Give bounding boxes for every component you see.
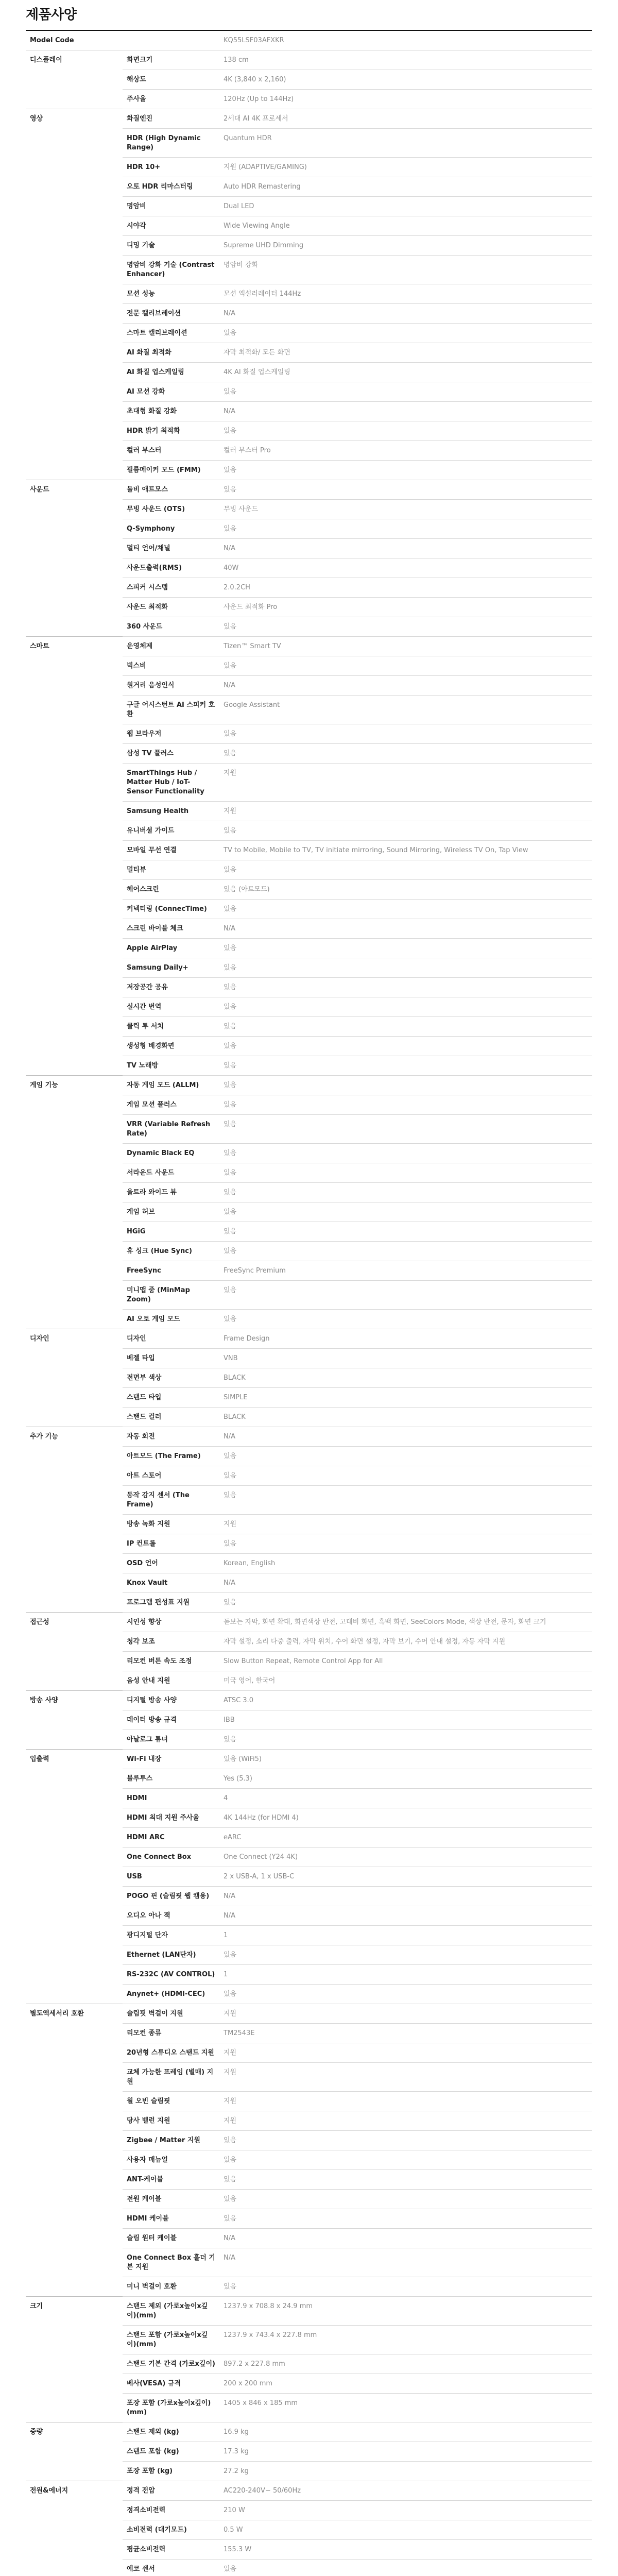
spec-item-value: 4K AI 화질 업스케일링 [219, 363, 592, 382]
spec-item-label: 슬림 원터 케이블 [123, 2229, 219, 2248]
spec-item-label: Samsung Health [123, 802, 219, 821]
spec-item-value: N/A [219, 676, 592, 696]
spec-item-value: 있음 [219, 1447, 592, 1466]
spec-item-value: N/A [219, 1887, 592, 1906]
page-title: 제품사양 [26, 7, 77, 23]
spec-item-value: VNB [219, 1349, 592, 1368]
spec-item-label: POGO 핀 (슬림핏 웹 캠용) [123, 1887, 219, 1906]
spec-item-value: 155.3 W [219, 2540, 592, 2560]
spec-category: 전원&에너지 [26, 2481, 123, 2576]
spec-item-label: One Connect Box [123, 1848, 219, 1867]
spec-item-value: 있음 [219, 461, 592, 480]
spec-row [26, 1613, 592, 1632]
spec-item-value: 있음 [219, 1163, 592, 1183]
spec-row [26, 1750, 592, 1769]
spec-item-label: Samsung Daily+ [123, 958, 219, 978]
spec-item-label: 자동 회전 [123, 1427, 219, 1447]
spec-item-value: 138 cm [219, 50, 592, 70]
spec-item-label: 미니 벽걸이 호환 [123, 2277, 219, 2297]
spec-item-value: 있음 [219, 1945, 592, 1965]
spec-item-value: 컬러 부스터 Pro [219, 441, 592, 461]
spec-row [26, 1329, 592, 1349]
spec-item-label: 리모컨 종류 [123, 2024, 219, 2043]
spec-category: 크기 [26, 2297, 123, 2422]
spec-item-value: eARC [219, 1828, 592, 1848]
spec-item-label: IP 컨트롤 [123, 1534, 219, 1554]
spec-item-value: 0.5 W [219, 2520, 592, 2540]
spec-item-label: 소비전력 (대기모드) [123, 2520, 219, 2540]
spec-item-value: Auto HDR Remastering [219, 177, 592, 197]
spec-item-label: 클릭 투 서치 [123, 1017, 219, 1037]
spec-category: 사운드 [26, 480, 123, 637]
spec-item-label: 게임 모션 플러스 [123, 1095, 219, 1115]
spec-item-value: Google Assistant [219, 696, 592, 724]
spec-item-label: Dynamic Black EQ [123, 1144, 219, 1163]
spec-item-label: USB [123, 1867, 219, 1887]
spec-row [26, 50, 592, 70]
spec-item-label: 동작 감지 센서 (The Frame) [123, 1486, 219, 1515]
spec-category: 영상 [26, 109, 123, 480]
spec-item-value: 17.3 kg [219, 2442, 592, 2462]
spec-category: 게임 기능 [26, 1076, 123, 1329]
spec-row [26, 2004, 592, 2024]
spec-item-value: 지원 [219, 2063, 592, 2092]
spec-item-value: 있음 [219, 1037, 592, 1056]
spec-item-label: 화질엔진 [123, 109, 219, 129]
spec-item-value: 있음 [219, 1593, 592, 1613]
spec-row [26, 2481, 592, 2501]
spec-item-label: 디자인 [123, 1329, 219, 1349]
spec-item-label: Wi-Fi 내장 [123, 1750, 219, 1769]
spec-item-value: 있음 [219, 2150, 592, 2170]
spec-item-value: AC220-240V~ 50/60Hz [219, 2481, 592, 2501]
spec-item-label: 미니맵 줌 (MinMap Zoom) [123, 1281, 219, 1310]
spec-item-label: Anynet+ (HDMI-CEC) [123, 1985, 219, 2004]
spec-item-value: 있음 [219, 821, 592, 841]
spec-item-label: 헤어스크린 [123, 880, 219, 900]
spec-item-value: 있음 [219, 2170, 592, 2190]
spec-item-label: RS-232C (AV CONTROL) [123, 1965, 219, 1985]
spec-item-value: 2세대 AI 4K 프로세서 [219, 109, 592, 129]
spec-item-value: One Connect (Y24 4K) [219, 1848, 592, 1867]
spec-item-value: 무빙 사운드 [219, 500, 592, 519]
spec-item-value: 16.9 kg [219, 2422, 592, 2442]
spec-item-label: 시야각 [123, 216, 219, 236]
spec-item-value: Korean, English [219, 1554, 592, 1573]
spec-item-value: 210 W [219, 2501, 592, 2520]
spec-item-label: 아트 스토어 [123, 1466, 219, 1486]
spec-item-value: 있음 [219, 1076, 592, 1095]
spec-item-value: IBB [219, 1710, 592, 1730]
spec-item-value: BLACK [219, 1408, 592, 1427]
spec-row [26, 2297, 592, 2326]
spec-item-label: 평균소비전력 [123, 2540, 219, 2560]
spec-item-value: 지원 [219, 1515, 592, 1534]
spec-category: 스마트 [26, 637, 123, 1076]
spec-item-value: 사운드 최적화 Pro [219, 598, 592, 617]
spec-item-label: 베젤 타입 [123, 1349, 219, 1368]
spec-item-label: 서라운드 사운드 [123, 1163, 219, 1183]
spec-item-value: 있음 [219, 1281, 592, 1310]
spec-item-label: 아트모드 (The Frame) [123, 1447, 219, 1466]
spec-item-value: 있음 [219, 1144, 592, 1163]
spec-item-value: 있음 [219, 324, 592, 343]
spec-item-value: 모션 엑설러레이터 144Hz [219, 284, 592, 304]
spec-item-value: 40W [219, 558, 592, 578]
spec-item-label: 스탠드 제외 (kg) [123, 2422, 219, 2442]
spec-item-label: TV 노래방 [123, 1056, 219, 1076]
spec-item-value: 명암비 강화 [219, 256, 592, 284]
spec-item-value: 지원 [219, 2043, 592, 2063]
spec-item-value: 있음 [219, 997, 592, 1017]
spec-item-value: 있음 [219, 2190, 592, 2209]
spec-item-value: N/A [219, 1573, 592, 1593]
spec-item-label: 스탠드 포함 (가로x높이x깊이)(mm) [123, 2326, 219, 2354]
spec-item-label: 원거리 음성인식 [123, 676, 219, 696]
spec-item-value: ATSC 3.0 [219, 1691, 592, 1710]
spec-item-value: N/A [219, 402, 592, 421]
spec-item-label: 광디지털 단자 [123, 1926, 219, 1945]
spec-item-value: 있음 [219, 1056, 592, 1076]
spec-item-value: N/A [219, 304, 592, 324]
spec-item-value: Dual LED [219, 197, 592, 216]
spec-item-value: BLACK [219, 1368, 592, 1388]
spec-item-value: 있음 [219, 1985, 592, 2004]
spec-item-value: 있음 [219, 744, 592, 764]
spec-item-label: AI 화질 최적화 [123, 343, 219, 363]
spec-item-label: 디지털 방송 사양 [123, 1691, 219, 1710]
spec-item-value: 있음 (아트모드) [219, 880, 592, 900]
spec-item-label: 스마트 캘리브레이션 [123, 324, 219, 343]
spec-item-label: AI 화질 업스케일링 [123, 363, 219, 382]
spec-item-label: 주사율 [123, 90, 219, 109]
spec-item-label: 멀티 언어/채널 [123, 539, 219, 558]
spec-item-value: 지원 (ADAPTIVE/GAMING) [219, 158, 592, 177]
spec-item-value: 있음 (WiFi5) [219, 1750, 592, 1769]
spec-item-label: 음성 안내 지원 [123, 1671, 219, 1691]
spec-item-label: 휴 싱크 (Hue Sync) [123, 1242, 219, 1261]
spec-item-value: N/A [219, 2229, 592, 2248]
spec-item-label: AI 오토 게임 모드 [123, 1310, 219, 1329]
spec-item-label: 웹 브라우저 [123, 724, 219, 744]
spec-item-label: 포장 포함 (kg) [123, 2462, 219, 2481]
spec-item-value: 4 [219, 1789, 592, 1808]
spec-item-value: 있음 [219, 1486, 592, 1515]
spec-item-label: HDMI 최대 지원 주사율 [123, 1808, 219, 1828]
spec-item-label: 전면부 색상 [123, 1368, 219, 1388]
model-code-row [26, 31, 592, 50]
spec-item-label: 리모컨 버튼 속도 조정 [123, 1652, 219, 1671]
spec-item-label: 베사(VESA) 규격 [123, 2374, 219, 2394]
spec-item-label: 울트라 와이드 뷰 [123, 1183, 219, 1202]
spec-row [26, 2422, 592, 2442]
spec-item-label: 필름메이커 모드 (FMM) [123, 461, 219, 480]
spec-category: 별도액세서리 호환 [26, 2004, 123, 2297]
spec-item-label: HDMI [123, 1789, 219, 1808]
spec-item-value: Yes (5.3) [219, 1769, 592, 1789]
spec-item-label: 오디오 아나 잭 [123, 1906, 219, 1926]
spec-item-value: FreeSync Premium [219, 1261, 592, 1281]
spec-item-label: VRR (Variable Refresh Rate) [123, 1115, 219, 1144]
spec-item-label: 운영체제 [123, 637, 219, 656]
spec-row [26, 1076, 592, 1095]
spec-row [26, 109, 592, 129]
spec-item-label: 에코 센서 [123, 2560, 219, 2576]
spec-item-value: 있음 [219, 1466, 592, 1486]
spec-item-label: 유니버셜 가이드 [123, 821, 219, 841]
spec-item-value: 4K 144Hz (for HDMI 4) [219, 1808, 592, 1828]
spec-item-label: 시인성 향상 [123, 1613, 219, 1632]
spec-item-value: 있음 [219, 617, 592, 637]
spec-item-value: 4K (3,840 x 2,160) [219, 70, 592, 90]
spec-item-label: 전원 케이블 [123, 2190, 219, 2209]
spec-item-value: 897.2 x 227.8 mm [219, 2354, 592, 2374]
spec-item-value: N/A [219, 919, 592, 939]
spec-item-value: 있음 [219, 1730, 592, 1750]
spec-table [26, 31, 592, 2576]
spec-item-label: HDR 10+ [123, 158, 219, 177]
spec-item-value: 있음 [219, 900, 592, 919]
spec-item-label: Zigbee / Matter 지원 [123, 2131, 219, 2150]
spec-item-value: 자막 설정, 소리 다중 출력, 자막 위치, 수어 화면 설정, 자막 보기, 수어 안내 설정, 자동 자막 지원 [219, 1632, 592, 1652]
spec-item-label: 프로그램 편성표 지원 [123, 1593, 219, 1613]
spec-item-label: 명암비 강화 기술 (Contrast Enhancer) [123, 256, 219, 284]
spec-item-value: 있음 [219, 2277, 592, 2297]
spec-item-label: 데이터 방송 규격 [123, 1710, 219, 1730]
spec-category: 추가 기능 [26, 1427, 123, 1613]
spec-item-label: Apple AirPlay [123, 939, 219, 958]
spec-category: 접근성 [26, 1613, 123, 1691]
spec-item-label: 스탠드 제외 (가로x높이x깊이)(mm) [123, 2297, 219, 2326]
spec-item-label: 빅스비 [123, 656, 219, 676]
spec-item-value: TM2543E [219, 2024, 592, 2043]
spec-item-value: Wide Viewing Angle [219, 216, 592, 236]
spec-item-label: 사운드출력(RMS) [123, 558, 219, 578]
spec-item-label: One Connect Box 홀더 기본 지원 [123, 2248, 219, 2277]
spec-item-label: 사운드 최적화 [123, 598, 219, 617]
spec-item-value: 2.0.2CH [219, 578, 592, 598]
spec-item-label: 디밍 기술 [123, 236, 219, 256]
spec-item-label: Q-Symphony [123, 519, 219, 539]
spec-item-label: 스크린 바이블 체크 [123, 919, 219, 939]
spec-item-value: Slow Button Repeat, Remote Control App for All [219, 1652, 592, 1671]
spec-item-label: 정격소비전력 [123, 2501, 219, 2520]
spec-item-value: 있음 [219, 1202, 592, 1222]
spec-item-label: 구글 어시스턴트 AI 스피커 호환 [123, 696, 219, 724]
spec-item-label: 해상도 [123, 70, 219, 90]
spec-item-label: 실시간 번역 [123, 997, 219, 1017]
spec-item-label: 블루투스 [123, 1769, 219, 1789]
spec-item-value: 1405 x 846 x 185 mm [219, 2394, 592, 2422]
spec-item-label: 명암비 [123, 197, 219, 216]
spec-item-label: 멀티뷰 [123, 860, 219, 880]
spec-item-value: Supreme UHD Dimming [219, 236, 592, 256]
spec-item-label: HDR (High Dynamic Range) [123, 129, 219, 158]
spec-item-label: 자동 게임 모드 (ALLM) [123, 1076, 219, 1095]
spec-item-label: HGiG [123, 1222, 219, 1242]
spec-item-value: 지원 [219, 2092, 592, 2111]
spec-item-value: 있음 [219, 2209, 592, 2229]
spec-item-label: 교체 가능한 프레임 (별매) 지원 [123, 2063, 219, 2092]
spec-item-value: Frame Design [219, 1329, 592, 1349]
spec-item-label: 모션 성능 [123, 284, 219, 304]
spec-item-value: 있음 [219, 382, 592, 402]
spec-item-value: N/A [219, 1427, 592, 1447]
spec-item-label: OSD 언어 [123, 1554, 219, 1573]
spec-item-label: HDR 밝기 최적화 [123, 421, 219, 441]
spec-item-label: 20년형 스튜디오 스탠드 지원 [123, 2043, 219, 2063]
spec-item-value: 있음 [219, 958, 592, 978]
spec-item-value: 1237.9 x 708.8 x 24.9 mm [219, 2297, 592, 2326]
spec-item-value: 있음 [219, 1222, 592, 1242]
spec-item-label: 모바일 무선 연결 [123, 841, 219, 860]
spec-item-value: 120Hz (Up to 144Hz) [219, 90, 592, 109]
spec-item-label: 슬림핏 벽걸이 지원 [123, 2004, 219, 2024]
spec-item-value: N/A [219, 539, 592, 558]
spec-item-value: 27.2 kg [219, 2462, 592, 2481]
spec-item-value: 지원 [219, 2004, 592, 2024]
spec-category: 디자인 [26, 1329, 123, 1427]
spec-item-value: N/A [219, 2248, 592, 2277]
model-code-value: KQ55LSF03AFXKR [219, 31, 592, 50]
spec-item-value: 1237.9 x 743.4 x 227.8 mm [219, 2326, 592, 2354]
spec-item-value: 미국 영어, 한국어 [219, 1671, 592, 1691]
spec-item-value: 있음 [219, 724, 592, 744]
spec-item-value: 있음 [219, 1534, 592, 1554]
spec-item-label: 360 사운드 [123, 617, 219, 637]
spec-row [26, 1427, 592, 1447]
spec-item-label: HDMI 케이블 [123, 2209, 219, 2229]
spec-item-label: 생성형 배경화면 [123, 1037, 219, 1056]
spec-item-value: 있음 [219, 1183, 592, 1202]
spec-item-value: TV to Mobile, Mobile to TV, TV initiate mirroring, Sound Mirroring, Wireless TV On, Tap View [219, 841, 592, 860]
spec-item-label: 게임 허브 [123, 1202, 219, 1222]
spec-item-label: AI 모션 강화 [123, 382, 219, 402]
model-code-label: Model Code [26, 31, 219, 50]
spec-category: 방송 사양 [26, 1691, 123, 1750]
spec-item-label: 화면크기 [123, 50, 219, 70]
spec-item-value: 있음 [219, 2560, 592, 2576]
spec-item-value: 있음 [219, 860, 592, 880]
spec-item-label: 스탠드 컬러 [123, 1408, 219, 1427]
spec-item-value: Tizen™ Smart TV [219, 637, 592, 656]
spec-item-value: 있음 [219, 1095, 592, 1115]
spec-item-label: 컬러 부스터 [123, 441, 219, 461]
spec-item-label: HDMI ARC [123, 1828, 219, 1848]
spec-item-label: 아날로그 튜너 [123, 1730, 219, 1750]
spec-item-label: SmartThings Hub / Matter Hub / IoT-Sensor Functionality [123, 764, 219, 802]
spec-item-label: 오토 HDR 리마스터링 [123, 177, 219, 197]
spec-item-value: 자막 최적화/ 모든 화면 [219, 343, 592, 363]
spec-item-value: 있음 [219, 480, 592, 500]
spec-item-label: 초대형 화질 강화 [123, 402, 219, 421]
spec-item-value: 있음 [219, 1115, 592, 1144]
spec-item-label: 스탠드 포함 (kg) [123, 2442, 219, 2462]
spec-item-value: 2 x USB-A, 1 x USB-C [219, 1867, 592, 1887]
spec-item-label: ANT-케이블 [123, 2170, 219, 2190]
spec-item-label: 스탠드 타입 [123, 1388, 219, 1408]
spec-item-label: 전문 캘리브레이션 [123, 304, 219, 324]
spec-item-label: 포장 포함 (가로x높이x깊이)(mm) [123, 2394, 219, 2422]
spec-item-label: 스피커 시스템 [123, 578, 219, 598]
spec-item-label: 월 오빈 슬림핏 [123, 2092, 219, 2111]
spec-item-label: 커넥티링 (ConnecTime) [123, 900, 219, 919]
spec-item-value: 있음 [219, 1017, 592, 1037]
spec-item-label: 청각 보조 [123, 1632, 219, 1652]
spec-item-value: 있음 [219, 2131, 592, 2150]
spec-item-value: 1 [219, 1965, 592, 1985]
spec-item-label: 삼성 TV 플러스 [123, 744, 219, 764]
spec-item-value: 있음 [219, 939, 592, 958]
spec-item-value: 있음 [219, 1242, 592, 1261]
spec-category: 입출력 [26, 1750, 123, 2004]
spec-item-value: 지원 [219, 802, 592, 821]
spec-category: 디스플레이 [26, 50, 123, 109]
spec-item-value: 있음 [219, 978, 592, 997]
spec-item-value: 1 [219, 1926, 592, 1945]
spec-item-label: 정격 전압 [123, 2481, 219, 2501]
spec-item-value: N/A [219, 1906, 592, 1926]
spec-item-value: 돋보는 자막, 화면 확대, 화면색상 반전, 고대비 화면, 흑백 화면, SeeColors Mode, 색상 반전, 문자, 화면 크기 [219, 1613, 592, 1632]
spec-item-label: FreeSync [123, 1261, 219, 1281]
spec-item-value: 200 x 200 mm [219, 2374, 592, 2394]
spec-item-label: 사용자 매뉴얼 [123, 2150, 219, 2170]
spec-item-label: 당사 벨런 지원 [123, 2111, 219, 2131]
spec-item-value: 지원 [219, 764, 592, 802]
spec-item-value: Quantum HDR [219, 129, 592, 158]
spec-item-value: 있음 [219, 519, 592, 539]
spec-item-label: 돌비 애트모스 [123, 480, 219, 500]
spec-item-label: 스탠드 기본 간격 (가로x깊이) [123, 2354, 219, 2374]
spec-item-label: 무빙 사운드 (OTS) [123, 500, 219, 519]
spec-item-label: 방송 녹화 지원 [123, 1515, 219, 1534]
spec-item-value: 있음 [219, 1310, 592, 1329]
spec-row [26, 480, 592, 500]
spec-item-label: Knox Vault [123, 1573, 219, 1593]
spec-item-label: 저장공간 공유 [123, 978, 219, 997]
spec-item-value: SIMPLE [219, 1388, 592, 1408]
spec-item-value: 있음 [219, 656, 592, 676]
spec-item-label: Ethernet (LAN단자) [123, 1945, 219, 1965]
spec-category: 중량 [26, 2422, 123, 2481]
spec-item-value: 있음 [219, 421, 592, 441]
spec-item-value: 지원 [219, 2111, 592, 2131]
spec-row [26, 637, 592, 656]
spec-row [26, 1691, 592, 1710]
